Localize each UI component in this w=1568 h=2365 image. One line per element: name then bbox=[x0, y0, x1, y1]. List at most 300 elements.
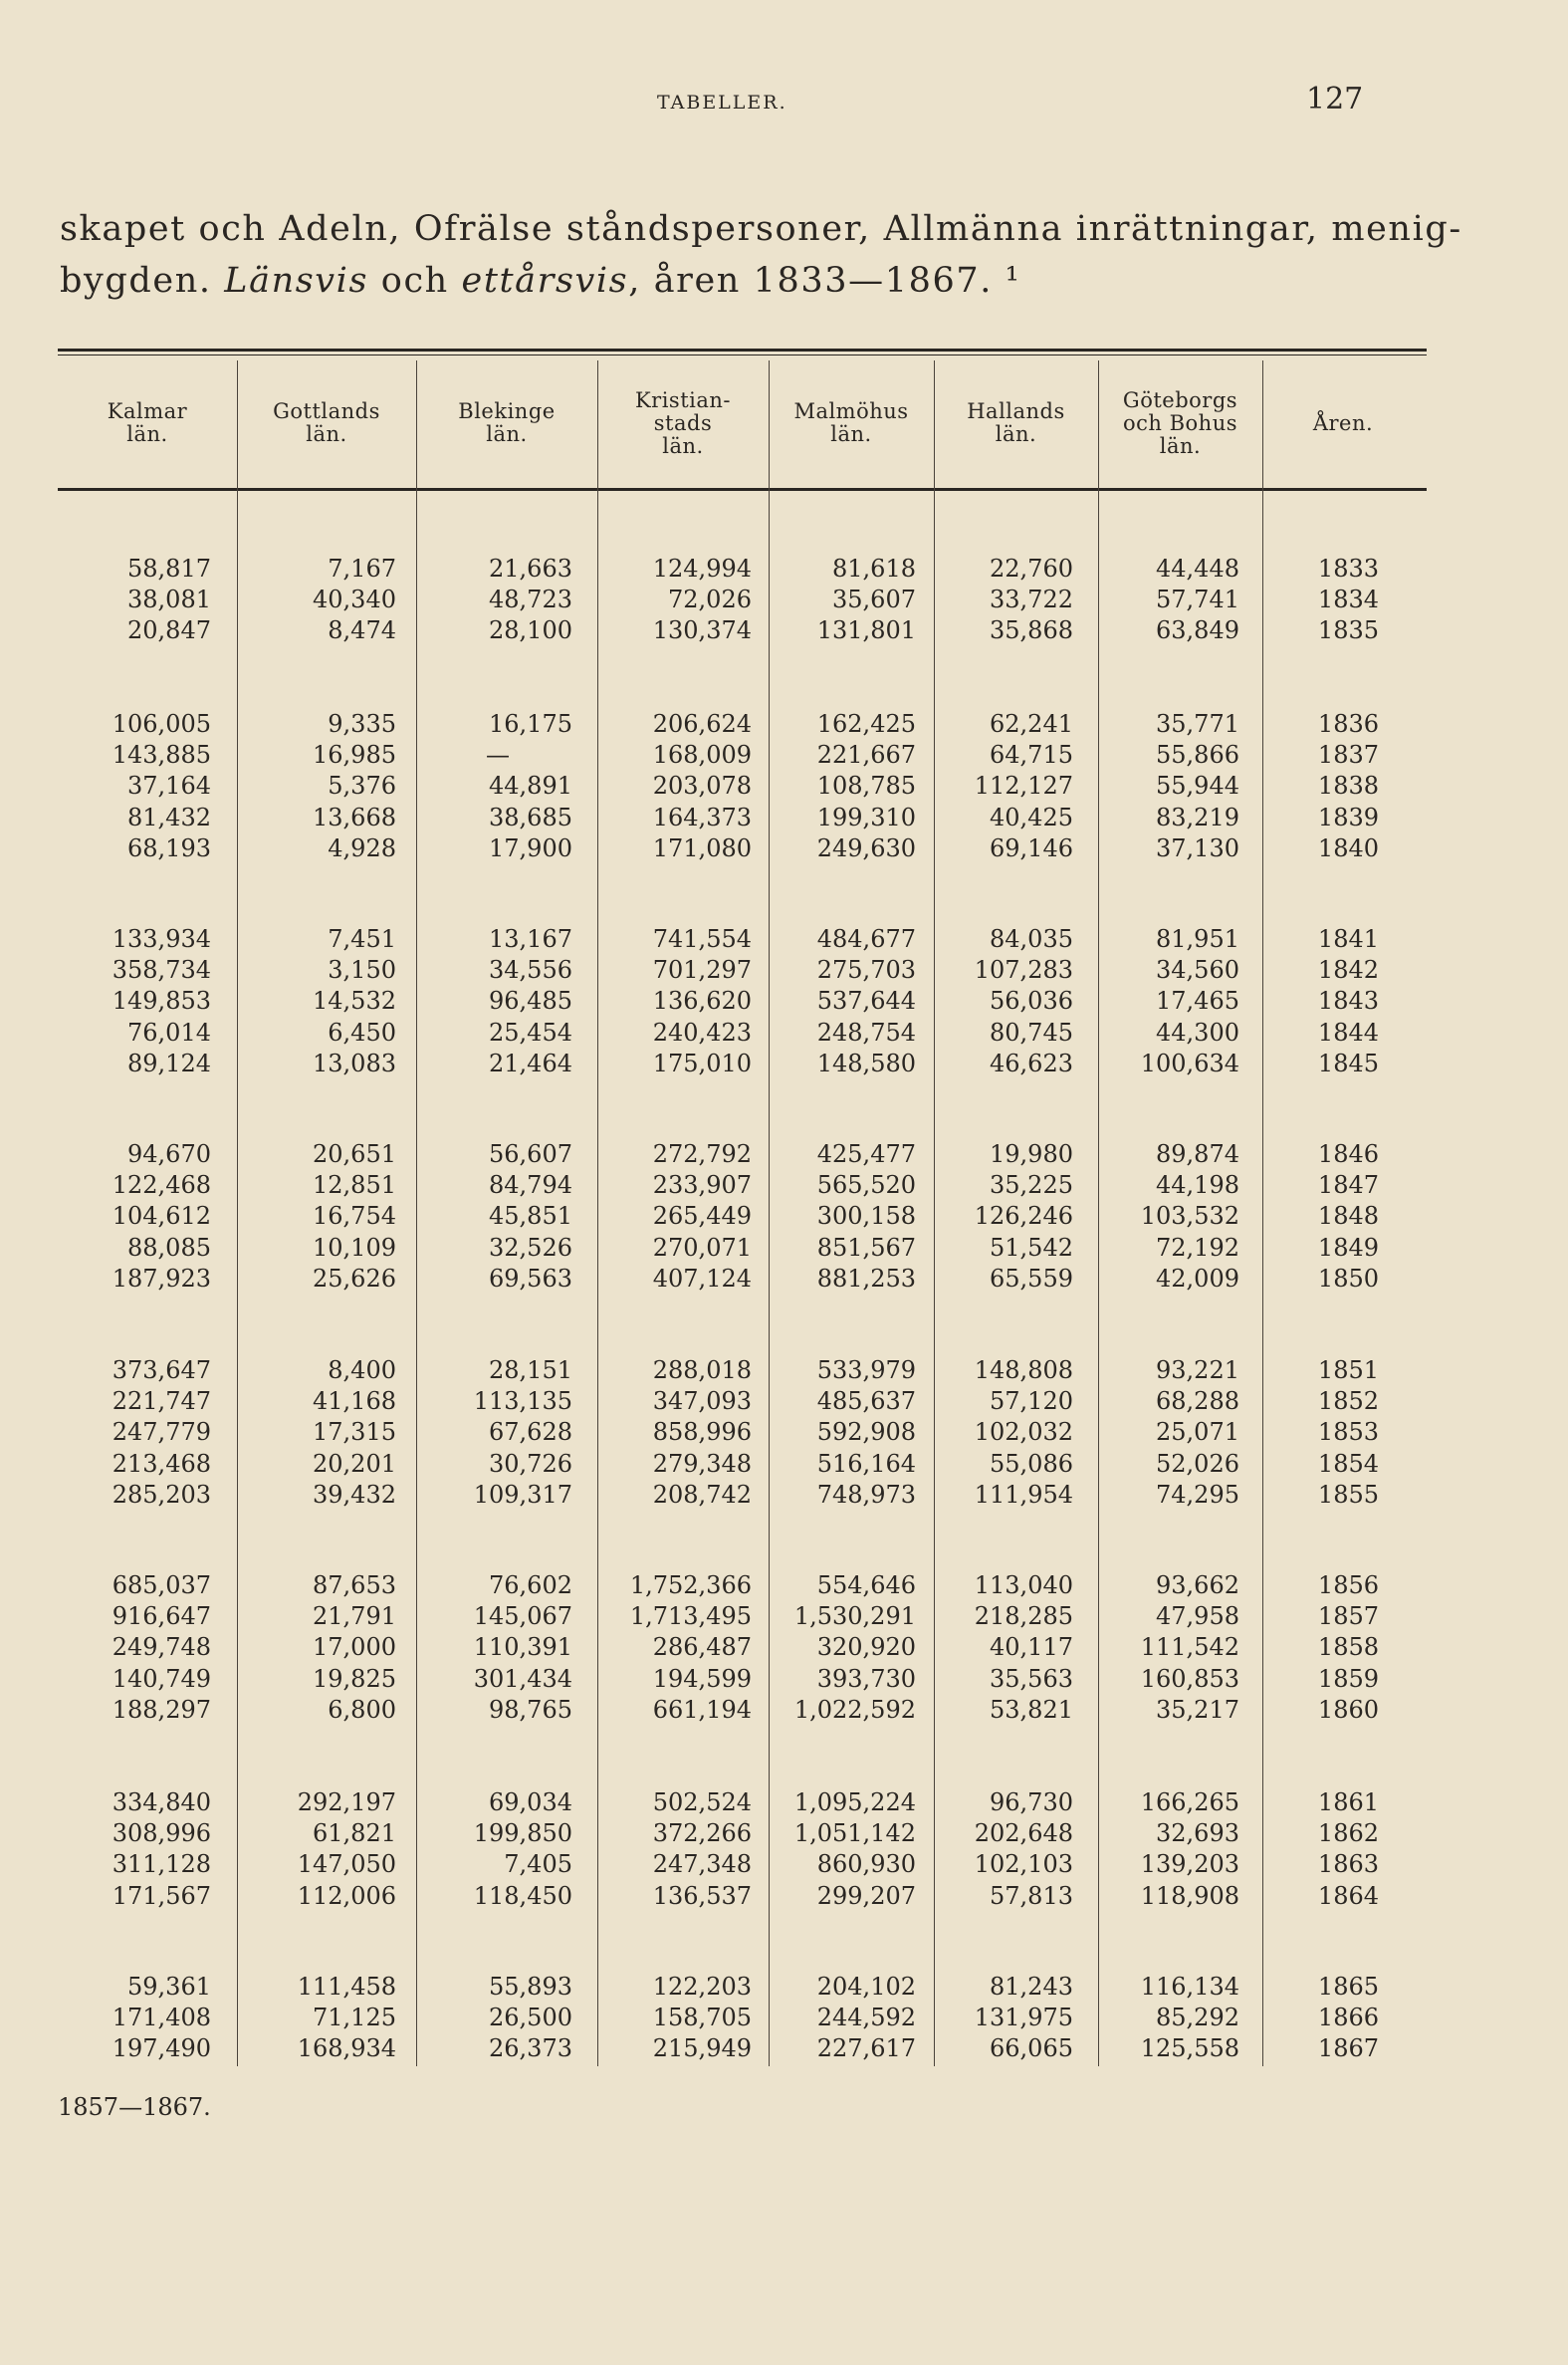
value-cell: 34,560 bbox=[1156, 956, 1239, 985]
year-cell: 1859 bbox=[1317, 1664, 1379, 1693]
value-cell: — bbox=[486, 741, 510, 770]
value-cell: 158,705 bbox=[652, 2004, 752, 2032]
value-cell: 32,526 bbox=[489, 1233, 572, 1262]
value-cell: 100,634 bbox=[1140, 1049, 1239, 1077]
value-cell: 249,748 bbox=[112, 1633, 211, 1662]
value-cell: 916,647 bbox=[112, 1602, 211, 1631]
value-cell: 1,051,142 bbox=[793, 1819, 916, 1848]
table-top-rule bbox=[58, 349, 1427, 352]
year-cell: 1837 bbox=[1317, 741, 1379, 770]
value-cell: 76,014 bbox=[127, 1018, 211, 1047]
title-text: , åren 1833—1867. ¹ bbox=[628, 261, 1021, 301]
value-cell: 5,376 bbox=[328, 772, 396, 801]
value-cell: 28,100 bbox=[489, 616, 572, 645]
value-cell: 102,032 bbox=[974, 1418, 1073, 1447]
footnote: 1857—1867. bbox=[58, 2093, 211, 2121]
year-cell: 1867 bbox=[1317, 2034, 1379, 2063]
value-cell: 98,765 bbox=[489, 1695, 572, 1724]
value-cell: 136,537 bbox=[652, 1881, 752, 1910]
column-header: Kalmar län. bbox=[107, 399, 188, 446]
value-cell: 9,335 bbox=[328, 710, 396, 738]
value-cell: 247,779 bbox=[112, 1418, 211, 1447]
value-cell: 248,754 bbox=[816, 1018, 916, 1047]
value-cell: 168,934 bbox=[297, 2034, 396, 2063]
year-cell: 1841 bbox=[1317, 925, 1379, 953]
value-cell: 71,125 bbox=[313, 2004, 396, 2032]
value-cell: 17,900 bbox=[489, 833, 572, 862]
value-cell: 285,203 bbox=[112, 1480, 211, 1509]
value-cell: 22,760 bbox=[990, 555, 1073, 583]
value-cell: 69,563 bbox=[489, 1264, 572, 1293]
value-cell: 7,405 bbox=[504, 1850, 572, 1879]
value-cell: 1,713,495 bbox=[629, 1602, 752, 1631]
year-cell: 1857 bbox=[1317, 1602, 1379, 1631]
year-cell: 1853 bbox=[1317, 1418, 1379, 1447]
value-cell: 44,448 bbox=[1156, 555, 1239, 583]
value-cell: 35,868 bbox=[990, 616, 1073, 645]
column-header: Hallands län. bbox=[967, 399, 1065, 446]
title-text: bygden. bbox=[60, 261, 225, 301]
year-cell: 1858 bbox=[1317, 1633, 1379, 1662]
value-cell: 20,201 bbox=[313, 1449, 396, 1478]
value-cell: 76,602 bbox=[489, 1571, 572, 1599]
value-cell: 68,288 bbox=[1156, 1387, 1239, 1416]
value-cell: 35,771 bbox=[1156, 710, 1239, 738]
value-cell: 347,093 bbox=[652, 1387, 752, 1416]
value-cell: 1,095,224 bbox=[793, 1788, 916, 1816]
value-cell: 13,167 bbox=[489, 925, 572, 953]
year-cell: 1851 bbox=[1317, 1356, 1379, 1384]
value-cell: 270,071 bbox=[652, 1233, 752, 1262]
value-cell: 37,130 bbox=[1156, 833, 1239, 862]
value-cell: 851,567 bbox=[816, 1233, 916, 1262]
value-cell: 204,102 bbox=[816, 1973, 916, 2001]
value-cell: 286,487 bbox=[652, 1633, 752, 1662]
value-cell: 10,109 bbox=[313, 1233, 396, 1262]
value-cell: 126,246 bbox=[974, 1202, 1073, 1231]
value-cell: 55,866 bbox=[1156, 741, 1239, 770]
value-cell: 160,853 bbox=[1140, 1664, 1239, 1693]
value-cell: 592,908 bbox=[816, 1418, 916, 1447]
value-cell: 143,885 bbox=[112, 741, 211, 770]
year-cell: 1864 bbox=[1317, 1881, 1379, 1910]
page-number: 127 bbox=[1306, 82, 1364, 117]
value-cell: 40,340 bbox=[313, 586, 396, 614]
value-cell: 68,193 bbox=[127, 833, 211, 862]
value-cell: 149,853 bbox=[112, 987, 211, 1016]
column-header: Blekinge län. bbox=[458, 399, 556, 446]
value-cell: 47,958 bbox=[1156, 1602, 1239, 1631]
value-cell: 55,086 bbox=[990, 1449, 1073, 1478]
value-cell: 136,620 bbox=[652, 987, 752, 1016]
value-cell: 171,567 bbox=[112, 1881, 211, 1910]
value-cell: 59,361 bbox=[127, 1973, 211, 2001]
value-cell: 32,693 bbox=[1156, 1819, 1239, 1848]
column-header: Kristian- stads län. bbox=[634, 387, 732, 458]
value-cell: 87,653 bbox=[313, 1571, 396, 1599]
value-cell: 299,207 bbox=[816, 1881, 916, 1910]
value-cell: 69,146 bbox=[990, 833, 1073, 862]
value-cell: 748,973 bbox=[816, 1480, 916, 1509]
value-cell: 240,423 bbox=[652, 1018, 752, 1047]
value-cell: 107,283 bbox=[974, 956, 1073, 985]
value-cell: 83,219 bbox=[1156, 803, 1239, 831]
value-cell: 103,532 bbox=[1140, 1202, 1239, 1231]
value-cell: 1,752,366 bbox=[629, 1571, 752, 1599]
header-bottom-rule bbox=[58, 488, 1427, 491]
value-cell: 40,425 bbox=[990, 803, 1073, 831]
value-cell: 199,310 bbox=[816, 803, 916, 831]
year-cell: 1862 bbox=[1317, 1819, 1379, 1848]
value-cell: 308,996 bbox=[112, 1819, 211, 1848]
value-cell: 81,951 bbox=[1156, 925, 1239, 953]
year-cell: 1842 bbox=[1317, 956, 1379, 985]
value-cell: 35,217 bbox=[1156, 1695, 1239, 1724]
value-cell: 215,949 bbox=[652, 2034, 752, 2063]
value-cell: 80,745 bbox=[990, 1018, 1073, 1047]
value-cell: 202,648 bbox=[974, 1819, 1073, 1848]
year-cell: 1861 bbox=[1317, 1788, 1379, 1816]
value-cell: 502,524 bbox=[652, 1788, 752, 1816]
value-cell: 164,373 bbox=[652, 803, 752, 831]
value-cell: 661,194 bbox=[652, 1695, 752, 1724]
value-cell: 425,477 bbox=[816, 1140, 916, 1168]
value-cell: 516,164 bbox=[816, 1449, 916, 1478]
year-cell: 1847 bbox=[1317, 1171, 1379, 1200]
value-cell: 21,791 bbox=[313, 1602, 396, 1631]
value-cell: 66,065 bbox=[990, 2034, 1073, 2063]
value-cell: 45,851 bbox=[489, 1202, 572, 1231]
value-cell: 93,221 bbox=[1156, 1356, 1239, 1384]
value-cell: 81,243 bbox=[990, 1973, 1073, 2001]
value-cell: 64,715 bbox=[990, 741, 1073, 770]
value-cell: 125,558 bbox=[1140, 2034, 1239, 2063]
running-head: TABELLER. bbox=[657, 92, 787, 114]
value-cell: 84,794 bbox=[489, 1171, 572, 1200]
value-cell: 112,006 bbox=[297, 1881, 396, 1910]
value-cell: 197,490 bbox=[112, 2034, 211, 2063]
value-cell: 8,474 bbox=[328, 616, 396, 645]
value-cell: 858,996 bbox=[652, 1418, 752, 1447]
year-cell: 1834 bbox=[1317, 586, 1379, 614]
value-cell: 104,612 bbox=[112, 1202, 211, 1231]
value-cell: 233,907 bbox=[652, 1171, 752, 1200]
value-cell: 334,840 bbox=[112, 1788, 211, 1816]
value-cell: 48,723 bbox=[489, 586, 572, 614]
year-cell: 1846 bbox=[1317, 1140, 1379, 1168]
value-cell: 124,994 bbox=[652, 555, 752, 583]
value-cell: 33,722 bbox=[990, 586, 1073, 614]
value-cell: 19,825 bbox=[313, 1664, 396, 1693]
table-title-line-1: skapet och Adeln, Ofrälse ståndspersoner, Allmänna inrättningar, menig- bbox=[60, 209, 1462, 249]
title-italic-ettarsvis: ettårsvis bbox=[461, 261, 629, 301]
value-cell: 8,400 bbox=[328, 1356, 396, 1384]
value-cell: 20,651 bbox=[313, 1140, 396, 1168]
value-cell: 6,450 bbox=[328, 1018, 396, 1047]
year-cell: 1850 bbox=[1317, 1264, 1379, 1293]
value-cell: 147,050 bbox=[297, 1850, 396, 1879]
value-cell: 52,026 bbox=[1156, 1449, 1239, 1478]
value-cell: 13,668 bbox=[313, 803, 396, 831]
value-cell: 881,253 bbox=[816, 1264, 916, 1293]
value-cell: 93,662 bbox=[1156, 1571, 1239, 1599]
value-cell: 187,923 bbox=[112, 1264, 211, 1293]
value-cell: 111,542 bbox=[1140, 1633, 1239, 1662]
value-cell: 537,644 bbox=[816, 987, 916, 1016]
value-cell: 175,010 bbox=[652, 1049, 752, 1077]
value-cell: 554,646 bbox=[816, 1571, 916, 1599]
value-cell: 39,432 bbox=[313, 1480, 396, 1509]
value-cell: 140,749 bbox=[112, 1664, 211, 1693]
value-cell: 106,005 bbox=[112, 710, 211, 738]
value-cell: 213,468 bbox=[112, 1449, 211, 1478]
value-cell: 96,730 bbox=[990, 1788, 1073, 1816]
value-cell: 265,449 bbox=[652, 1202, 752, 1231]
value-cell: 162,425 bbox=[816, 710, 916, 738]
value-cell: 17,315 bbox=[313, 1418, 396, 1447]
value-cell: 685,037 bbox=[112, 1571, 211, 1599]
value-cell: 148,808 bbox=[974, 1356, 1073, 1384]
value-cell: 741,554 bbox=[652, 925, 752, 953]
value-cell: 53,821 bbox=[990, 1695, 1073, 1724]
value-cell: 275,703 bbox=[816, 956, 916, 985]
year-cell: 1838 bbox=[1317, 772, 1379, 801]
value-cell: 701,297 bbox=[652, 956, 752, 985]
year-cell: 1855 bbox=[1317, 1480, 1379, 1509]
value-cell: 34,556 bbox=[489, 956, 572, 985]
value-cell: 145,067 bbox=[473, 1602, 572, 1631]
value-cell: 118,450 bbox=[473, 1881, 572, 1910]
value-cell: 84,035 bbox=[990, 925, 1073, 953]
value-cell: 102,103 bbox=[974, 1850, 1073, 1879]
year-cell: 1836 bbox=[1317, 710, 1379, 738]
value-cell: 372,266 bbox=[652, 1819, 752, 1848]
column-header: Malmöhus län. bbox=[793, 399, 909, 446]
value-cell: 188,297 bbox=[112, 1695, 211, 1724]
year-cell: 1833 bbox=[1317, 555, 1379, 583]
value-cell: 1,530,291 bbox=[793, 1602, 916, 1631]
value-cell: 131,975 bbox=[974, 2004, 1073, 2032]
title-text: och bbox=[368, 261, 462, 301]
value-cell: 44,300 bbox=[1156, 1018, 1239, 1047]
value-cell: 272,792 bbox=[652, 1140, 752, 1168]
value-cell: 111,458 bbox=[297, 1973, 396, 2001]
value-cell: 38,685 bbox=[489, 803, 572, 831]
value-cell: 218,285 bbox=[974, 1602, 1073, 1631]
value-cell: 61,821 bbox=[313, 1819, 396, 1848]
column-header: Gottlands län. bbox=[273, 399, 380, 446]
value-cell: 247,348 bbox=[652, 1850, 752, 1879]
value-cell: 1,022,592 bbox=[793, 1695, 916, 1724]
value-cell: 199,850 bbox=[473, 1819, 572, 1848]
value-cell: 407,124 bbox=[652, 1264, 752, 1293]
value-cell: 168,009 bbox=[652, 741, 752, 770]
value-cell: 133,934 bbox=[112, 925, 211, 953]
value-cell: 35,225 bbox=[990, 1171, 1073, 1200]
value-cell: 25,626 bbox=[313, 1264, 396, 1293]
value-cell: 244,592 bbox=[816, 2004, 916, 2032]
value-cell: 311,128 bbox=[112, 1850, 211, 1879]
value-cell: 26,500 bbox=[489, 2004, 572, 2032]
year-cell: 1839 bbox=[1317, 803, 1379, 831]
value-cell: 112,127 bbox=[974, 772, 1073, 801]
year-cell: 1840 bbox=[1317, 833, 1379, 862]
value-cell: 35,607 bbox=[832, 586, 916, 614]
value-cell: 51,542 bbox=[990, 1233, 1073, 1262]
value-cell: 484,677 bbox=[816, 925, 916, 953]
value-cell: 292,197 bbox=[297, 1788, 396, 1816]
value-cell: 85,292 bbox=[1156, 2004, 1239, 2032]
value-cell: 69,034 bbox=[489, 1788, 572, 1816]
value-cell: 108,785 bbox=[816, 772, 916, 801]
value-cell: 118,908 bbox=[1140, 1881, 1239, 1910]
year-cell: 1849 bbox=[1317, 1233, 1379, 1262]
value-cell: 41,168 bbox=[313, 1387, 396, 1416]
table-title-line-2 bbox=[60, 261, 1020, 301]
value-cell: 14,532 bbox=[313, 987, 396, 1016]
value-cell: 279,348 bbox=[652, 1449, 752, 1478]
year-cell: 1848 bbox=[1317, 1202, 1379, 1231]
value-cell: 72,026 bbox=[668, 586, 752, 614]
value-cell: 13,083 bbox=[313, 1049, 396, 1077]
value-cell: 20,847 bbox=[127, 616, 211, 645]
value-cell: 65,559 bbox=[990, 1264, 1073, 1293]
value-cell: 67,628 bbox=[489, 1418, 572, 1447]
value-cell: 88,085 bbox=[127, 1233, 211, 1262]
value-cell: 17,465 bbox=[1156, 987, 1239, 1016]
year-cell: 1856 bbox=[1317, 1571, 1379, 1599]
value-cell: 44,198 bbox=[1156, 1171, 1239, 1200]
value-cell: 17,000 bbox=[313, 1633, 396, 1662]
value-cell: 19,980 bbox=[990, 1140, 1073, 1168]
value-cell: 113,040 bbox=[974, 1571, 1073, 1599]
value-cell: 89,124 bbox=[127, 1049, 211, 1077]
value-cell: 81,618 bbox=[832, 555, 916, 583]
value-cell: 166,265 bbox=[1140, 1788, 1239, 1816]
value-cell: 74,295 bbox=[1156, 1480, 1239, 1509]
value-cell: 393,730 bbox=[816, 1664, 916, 1693]
year-cell: 1844 bbox=[1317, 1018, 1379, 1047]
year-cell: 1854 bbox=[1317, 1449, 1379, 1478]
value-cell: 320,920 bbox=[816, 1633, 916, 1662]
value-cell: 130,374 bbox=[652, 616, 752, 645]
value-cell: 203,078 bbox=[652, 772, 752, 801]
value-cell: 89,874 bbox=[1156, 1140, 1239, 1168]
value-cell: 16,985 bbox=[313, 741, 396, 770]
value-cell: 113,135 bbox=[473, 1387, 572, 1416]
value-cell: 28,151 bbox=[489, 1356, 572, 1384]
value-cell: 171,080 bbox=[652, 833, 752, 862]
value-cell: 7,451 bbox=[328, 925, 396, 953]
value-cell: 37,164 bbox=[127, 772, 211, 801]
value-cell: 30,726 bbox=[489, 1449, 572, 1478]
column-header: Åren. bbox=[1312, 410, 1374, 435]
year-cell: 1863 bbox=[1317, 1850, 1379, 1879]
value-cell: 116,134 bbox=[1140, 1973, 1239, 2001]
value-cell: 301,434 bbox=[473, 1664, 572, 1693]
value-cell: 131,801 bbox=[816, 616, 916, 645]
value-cell: 221,667 bbox=[816, 741, 916, 770]
title-italic-lansvis: Länsvis bbox=[224, 261, 369, 301]
value-cell: 358,734 bbox=[112, 956, 211, 985]
value-cell: 96,485 bbox=[489, 987, 572, 1016]
value-cell: 55,893 bbox=[489, 1973, 572, 2001]
value-cell: 860,930 bbox=[816, 1850, 916, 1879]
year-cell: 1852 bbox=[1317, 1387, 1379, 1416]
value-cell: 40,117 bbox=[990, 1633, 1073, 1662]
value-cell: 6,800 bbox=[328, 1695, 396, 1724]
value-cell: 16,175 bbox=[489, 710, 572, 738]
year-cell: 1866 bbox=[1317, 2004, 1379, 2032]
value-cell: 7,167 bbox=[328, 555, 396, 583]
year-cell: 1843 bbox=[1317, 987, 1379, 1016]
value-cell: 57,813 bbox=[990, 1881, 1073, 1910]
value-cell: 221,747 bbox=[112, 1387, 211, 1416]
value-cell: 109,317 bbox=[473, 1480, 572, 1509]
value-cell: 25,454 bbox=[489, 1018, 572, 1047]
value-cell: 16,754 bbox=[313, 1202, 396, 1231]
value-cell: 25,071 bbox=[1156, 1418, 1239, 1447]
year-cell: 1845 bbox=[1317, 1049, 1379, 1077]
value-cell: 58,817 bbox=[127, 555, 211, 583]
value-cell: 148,580 bbox=[816, 1049, 916, 1077]
value-cell: 227,617 bbox=[816, 2034, 916, 2063]
value-cell: 26,373 bbox=[489, 2034, 572, 2063]
value-cell: 46,623 bbox=[990, 1049, 1073, 1077]
value-cell: 111,954 bbox=[974, 1480, 1073, 1509]
value-cell: 62,241 bbox=[990, 710, 1073, 738]
value-cell: 81,432 bbox=[127, 803, 211, 831]
value-cell: 533,979 bbox=[816, 1356, 916, 1384]
value-cell: 56,607 bbox=[489, 1140, 572, 1168]
value-cell: 63,849 bbox=[1156, 616, 1239, 645]
value-cell: 194,599 bbox=[652, 1664, 752, 1693]
value-cell: 56,036 bbox=[990, 987, 1073, 1016]
value-cell: 35,563 bbox=[990, 1664, 1073, 1693]
value-cell: 565,520 bbox=[816, 1171, 916, 1200]
column-header: Göteborgs och Bohus län. bbox=[1122, 387, 1238, 458]
value-cell: 55,944 bbox=[1156, 772, 1239, 801]
value-cell: 122,468 bbox=[112, 1171, 211, 1200]
value-cell: 206,624 bbox=[652, 710, 752, 738]
value-cell: 300,158 bbox=[816, 1202, 916, 1231]
year-cell: 1865 bbox=[1317, 1973, 1379, 2001]
value-cell: 373,647 bbox=[112, 1356, 211, 1384]
value-cell: 3,150 bbox=[328, 956, 396, 985]
value-cell: 4,928 bbox=[328, 833, 396, 862]
value-cell: 21,663 bbox=[489, 555, 572, 583]
value-cell: 21,464 bbox=[489, 1049, 572, 1077]
value-cell: 94,670 bbox=[127, 1140, 211, 1168]
year-cell: 1860 bbox=[1317, 1695, 1379, 1724]
value-cell: 139,203 bbox=[1140, 1850, 1239, 1879]
value-cell: 42,009 bbox=[1156, 1264, 1239, 1293]
value-cell: 122,203 bbox=[652, 1973, 752, 2001]
value-cell: 171,408 bbox=[112, 2004, 211, 2032]
value-cell: 57,741 bbox=[1156, 586, 1239, 614]
value-cell: 288,018 bbox=[652, 1356, 752, 1384]
value-cell: 12,851 bbox=[313, 1171, 396, 1200]
year-cell: 1835 bbox=[1317, 616, 1379, 645]
value-cell: 38,081 bbox=[127, 586, 211, 614]
value-cell: 44,891 bbox=[489, 772, 572, 801]
value-cell: 249,630 bbox=[816, 833, 916, 862]
value-cell: 485,637 bbox=[816, 1387, 916, 1416]
value-cell: 208,742 bbox=[652, 1480, 752, 1509]
value-cell: 57,120 bbox=[990, 1387, 1073, 1416]
value-cell: 110,391 bbox=[473, 1633, 572, 1662]
value-cell: 72,192 bbox=[1156, 1233, 1239, 1262]
